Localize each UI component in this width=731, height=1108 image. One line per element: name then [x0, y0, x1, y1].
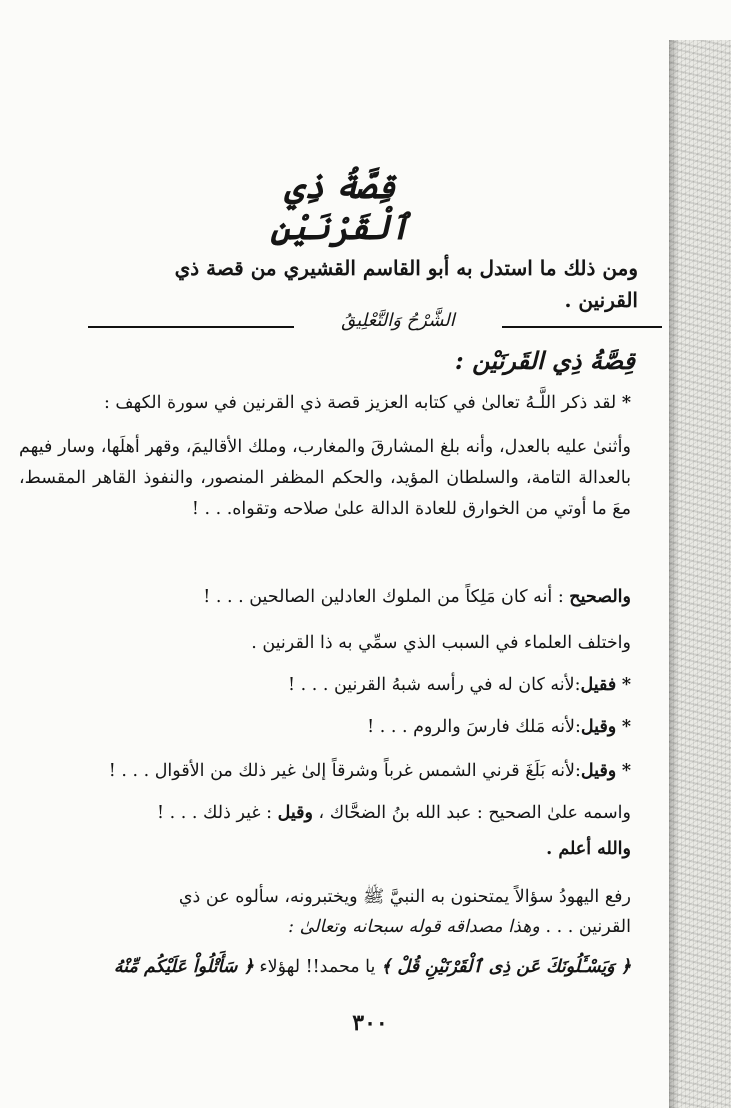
paragraph-1	[104, 388, 631, 419]
yahud-line-1: رفع اليهودُ سؤالاً يمتحنون به النبيَّ ﷺ ويختبرونه، سألوه عن ذي	[178, 887, 631, 907]
sahih-label: والصحيح	[569, 587, 631, 607]
sahih-line	[203, 582, 631, 613]
ayah-line	[114, 952, 631, 983]
qil-text: :لأنه بَلَغَ قرني الشمس غرباً وشرقاً إلىٰ غير ذلك من الأقوال . . . !	[108, 761, 581, 781]
sahih-text: : أنه كان مَلِكاً من الملوك العادلين الصالحين . . . !	[203, 587, 564, 607]
commentary-separator	[88, 310, 662, 340]
qil-label: وقيل	[580, 717, 617, 737]
section-subheading: قِصَّةُ ذِي القَرنَيْن :	[454, 346, 635, 375]
yahud-handwritten-note: وهذا مصداقه قوله سبحانه وتعالىٰ :	[288, 917, 540, 937]
page-number: ٣٠٠	[352, 1010, 388, 1036]
qil-line-2	[367, 712, 631, 743]
yahud-text: القرنين . . .	[545, 917, 631, 937]
qil-text: :لأنه كان له في رأسه شبهُ القرنين . . . !	[287, 675, 581, 695]
ism-text-2: : غير ذلك . . . !	[157, 803, 272, 823]
qil-text: :لأنه مَلك فارسَ والروم . . . !	[367, 717, 581, 737]
qil-line-3	[109, 756, 631, 787]
separator-line-left	[88, 326, 294, 328]
ism-text-1: واسمه علىٰ الصحيح : عبد الله بنُ الضحَّاك ،	[318, 803, 631, 823]
ikhtalaf-line: واختلف العلماء في السبب الذي سمِّي به ذا القرنين .	[251, 633, 631, 653]
yahud-line-2	[288, 912, 631, 943]
qil-line-1	[288, 670, 631, 701]
ism-label: وقيل	[277, 803, 313, 823]
bullet-star: *	[621, 717, 631, 737]
qil-label: فقيل	[580, 675, 617, 695]
bullet-star: *	[621, 675, 631, 695]
chapter-title: قِصَّةُ ذِي ٱلْقَرْنَيْنِ	[270, 167, 410, 248]
ism-line	[157, 798, 631, 829]
bullet-star: *	[621, 393, 631, 413]
paragraph-1-text: لقد ذكر اللَّـهُ تعالىٰ في كتابه العزيز قصة ذي القرنين في سورة الكهف :	[103, 393, 617, 413]
bullet-star: *	[621, 761, 631, 781]
allah-alam: والله أعلم .	[546, 839, 631, 859]
book-page-edge	[669, 40, 731, 1108]
paragraph-2: وأثنىٰ عليه بالعدل، وأنه بلغ المشارقَ والمغارب، وملك الأقاليمَ، وقهر أهلَها، وسار فيهم بالعدالة التامة، والسلطان المؤيد، والحكم المظفر المنصور، والنفوذ القاهر المقسط، معَ ما أوتي من الخوارق للعادة الدالة علىٰ صلاحه وتقواه. . . !	[19, 437, 631, 519]
qil-label: وقيل	[580, 761, 617, 781]
intro-text: ومن ذلك ما استدل به أبو القاسم القشيري من قصة ذي القرنين .	[174, 256, 638, 312]
separator-line-right	[502, 326, 662, 328]
ayah-part-1: ﴿ وَيَسْـَٔلُونَكَ عَن ذِى ٱلْقَرْنَيْنِ قُلْ ﴾	[380, 957, 631, 977]
separator-label: الشَّرْحُ وَالتَّعْلِيقُ	[341, 310, 455, 331]
ayah-part-3: ﴿ سَأَتْلُواْ عَلَيْكُم مِّنْهُ	[113, 957, 254, 977]
ayah-part-2: يا محمد!! لهؤلاء	[259, 957, 376, 977]
